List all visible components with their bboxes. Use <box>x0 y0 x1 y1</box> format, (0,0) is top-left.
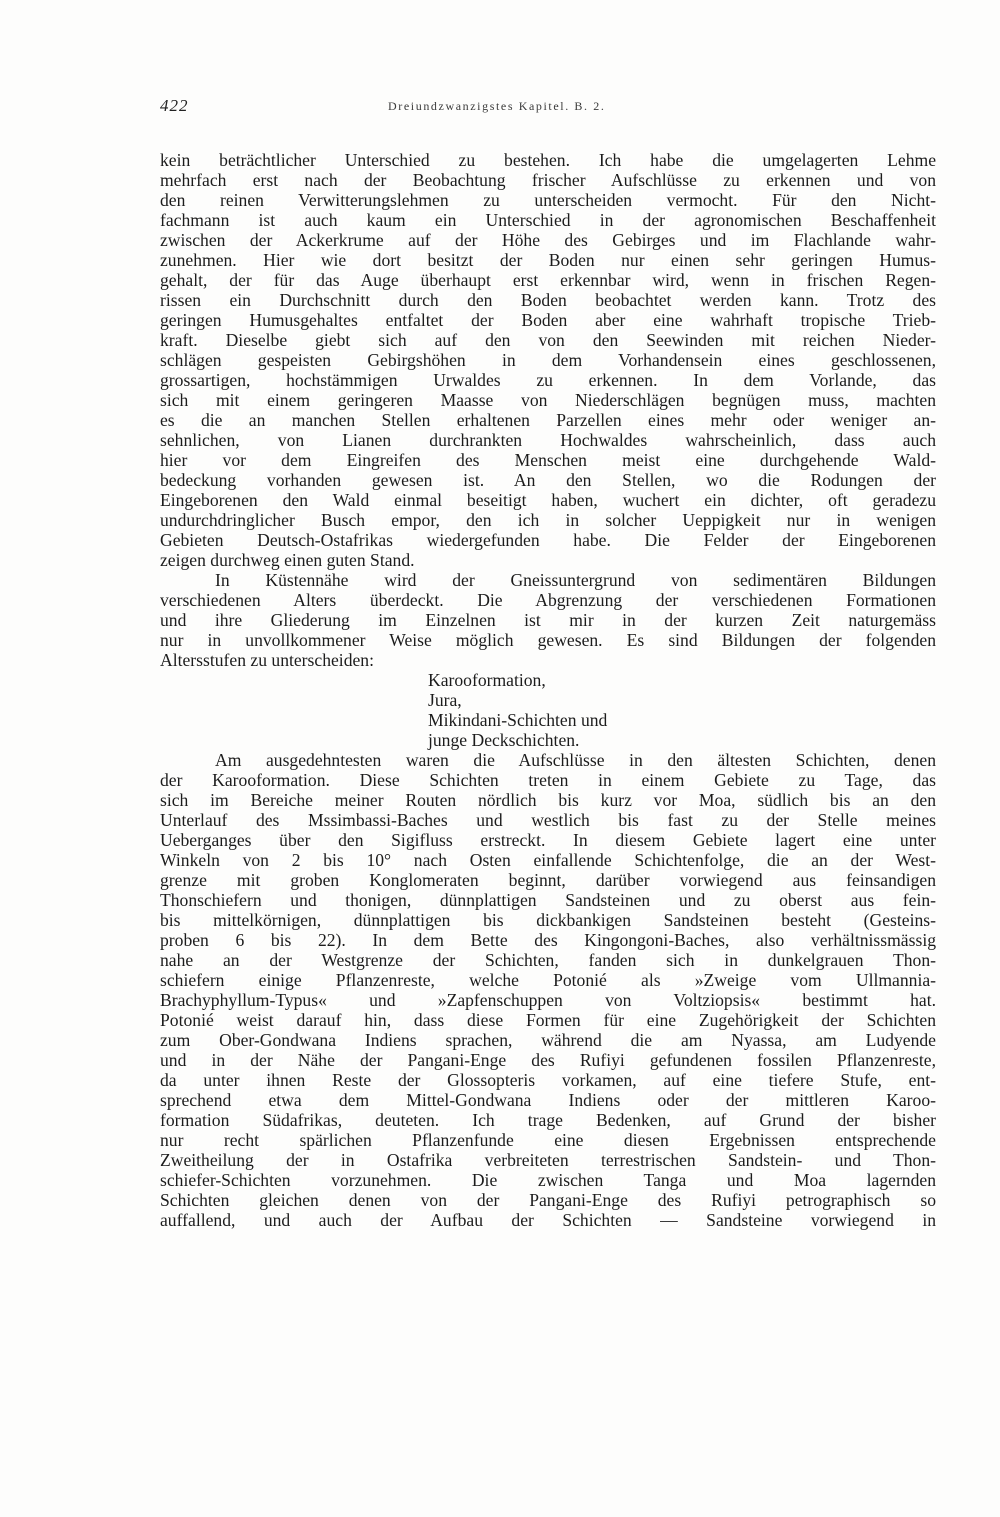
text-line: sprechend etwa dem Mittel-Gondwana Indiens oder der mittleren Karoo- <box>160 1090 936 1110</box>
text-line: und in der Nähe der Pangani-Enge des Rufiyi gefundenen fossilen Pflanzenreste, <box>160 1050 936 1070</box>
text-line: kraft. Dieselbe giebt sich auf den von den Seewinden mit reichen Nieder- <box>160 330 936 350</box>
text-line: schiefern einige Pflanzenreste, welche Potonié als »Zweige vom Ullmannia- <box>160 970 936 990</box>
text-line: verschiedenen Alters überdeckt. Die Abgrenzung der verschiedenen Formationen <box>160 590 936 610</box>
text-line: Zweitheilung der in Ostafrika verbreiteten terrestrischen Sandstein- und Thon- <box>160 1150 936 1170</box>
page-number: 422 <box>160 96 189 115</box>
text-line: da unter ihnen Reste der Glossopteris vorkamen, auf eine tiefere Stufe, ent- <box>160 1070 936 1090</box>
text-line: Eingeborenen den Wald einmal beseitigt haben, wuchert ein dichter, oft geradezu <box>160 490 936 510</box>
text-line: grenze mit groben Konglomeraten beginnt, darüber vorwiegend aus feinsandigen <box>160 870 936 890</box>
text-line: kein beträchtlicher Unterschied zu bestehen. Ich habe die umgelagerten Lehme <box>160 150 936 170</box>
text-line: rissen ein Durchschnitt durch den Boden beobachtet werden kann. Trotz des <box>160 290 936 310</box>
formation-list-item: junge Deckschichten. <box>428 730 580 750</box>
text-line: proben 6 bis 22). In dem Bette des Kingongoni-Baches, also verhältnissmässig <box>160 930 936 950</box>
running-head <box>160 96 936 124</box>
text-line: der Karooformation. Diese Schichten treten in einem Gebiete zu Tage, das <box>160 770 936 790</box>
text-line: bis mittelkörnigen, dünnplattigen bis dickbankigen Sandsteinen besteht (Gesteins- <box>160 910 936 930</box>
text-line: fachmann ist auch kaum ein Unterschied in der agronomischen Beschaffenheit <box>160 210 936 230</box>
running-title: Dreiundzwanzigstes Kapitel. B. 2. <box>388 99 606 113</box>
text-line: Thonschiefern und thonigen, dünnplattigen Sandsteinen und zu oberst aus fein- <box>160 890 936 910</box>
text-line: nur recht spärlichen Pflanzenfunde eine diesen Ergebnissen entsprechende <box>160 1130 936 1150</box>
text-line: formation Südafrikas, deuteten. Ich trage Bedenken, auf Grund der bisher <box>160 1110 936 1130</box>
text-line: undurchdringlicher Busch empor, den ich in solcher Ueppigkeit nur in wenigen <box>160 510 936 530</box>
formation-list-item: Jura, <box>428 690 462 710</box>
paragraph-start-line: In Küstennähe wird der Gneissuntergrund von sedimentären Bildungen <box>215 570 936 590</box>
text-line: es die an manchen Stellen erhaltenen Parzellen eines mehr oder weniger an- <box>160 410 936 430</box>
text-line: und ihre Gliederung im Einzelnen ist mir in der kurzen Zeit naturgemäss <box>160 610 936 630</box>
paragraph-start-line: Am ausgedehntesten waren die Aufschlüsse in den ältesten Schichten, denen <box>215 750 936 770</box>
formation-list-item: Karooformation, <box>428 670 546 690</box>
text-line: Unterlauf des Mssimbassi-Baches und westlich bis fast zu der Stelle meines <box>160 810 936 830</box>
text-line: auffallend, und auch der Aufbau der Schichten — Sandsteine vorwiegend in <box>160 1210 936 1230</box>
formation-list-item: Mikindani-Schichten und <box>428 710 608 730</box>
text-line: Winkeln von 2 bis 10° nach Osten einfallende Schichtenfolge, die an der West- <box>160 850 936 870</box>
text-line: sich mit einem geringeren Maasse von Niederschlägen begnügen muss, machten <box>160 390 936 410</box>
text-line: nur in unvollkommener Weise möglich gewesen. Es sind Bildungen der folgenden <box>160 630 936 650</box>
text-line: zum Ober-Gondwana Indiens sprachen, während die am Nyassa, am Ludyende <box>160 1030 936 1050</box>
text-line: Gebieten Deutsch-Ostafrikas wiedergefunden habe. Die Felder der Eingeborenen <box>160 530 936 550</box>
text-line: schiefer-Schichten vorzunehmen. Die zwischen Tanga und Moa lagernden <box>160 1170 936 1190</box>
text-line: Ueberganges über den Sigifluss erstreckt. In diesem Gebiete lagert eine unter <box>160 830 936 850</box>
text-line: zwischen der Ackerkrume auf der Höhe des Gebirges und im Flachlande wahr- <box>160 230 936 250</box>
text-line: zeigen durchweg einen guten Stand. <box>160 550 415 570</box>
text-line: Potonié weist darauf hin, dass diese Formen für eine Zugehörigkeit der Schichten <box>160 1010 936 1030</box>
text-line: Brachyphyllum-Typus« und »Zapfenschuppen von Voltziopsis« bestimmt hat. <box>160 990 936 1010</box>
text-line: Altersstufen zu unterscheiden: <box>160 650 374 670</box>
text-line: mehrfach erst nach der Beobachtung frischer Aufschlüsse zu erkennen und von <box>160 170 936 190</box>
text-line: den reinen Verwitterungslehmen zu unterscheiden vermocht. Für den Nicht- <box>160 190 936 210</box>
text-line: hier vor dem Eingreifen des Menschen meist eine durchgehende Wald- <box>160 450 936 470</box>
text-line: zunehmen. Hier wie dort besitzt der Boden nur einen sehr geringen Humus- <box>160 250 936 270</box>
body-text <box>160 150 936 1230</box>
text-line: geringen Humusgehaltes entfaltet der Boden aber eine wahrhaft tropische Trieb- <box>160 310 936 330</box>
text-line: bedeckung vorhanden gewesen ist. An den Stellen, wo die Rodungen der <box>160 470 936 490</box>
text-line: sehnlichen, von Lianen durchrankten Hochwaldes wahrscheinlich, dass auch <box>160 430 936 450</box>
text-line: schlägen gespeisten Gebirgshöhen in dem Vorhandensein eines geschlossenen, <box>160 350 936 370</box>
text-line: grossartigen, hochstämmigen Urwaldes zu erkennen. In dem Vorlande, das <box>160 370 936 390</box>
text-line: sich im Bereiche meiner Routen nördlich bis kurz vor Moa, südlich bis an den <box>160 790 936 810</box>
text-line: nahe an der Westgrenze der Schichten, fanden sich in dunkelgrauen Thon- <box>160 950 936 970</box>
text-line: gehalt, der für das Auge überhaupt erst erkennbar wird, wenn in frischen Regen- <box>160 270 936 290</box>
text-line: Schichten gleichen denen von der Pangani-Enge des Rufiyi petrographisch so <box>160 1190 936 1210</box>
